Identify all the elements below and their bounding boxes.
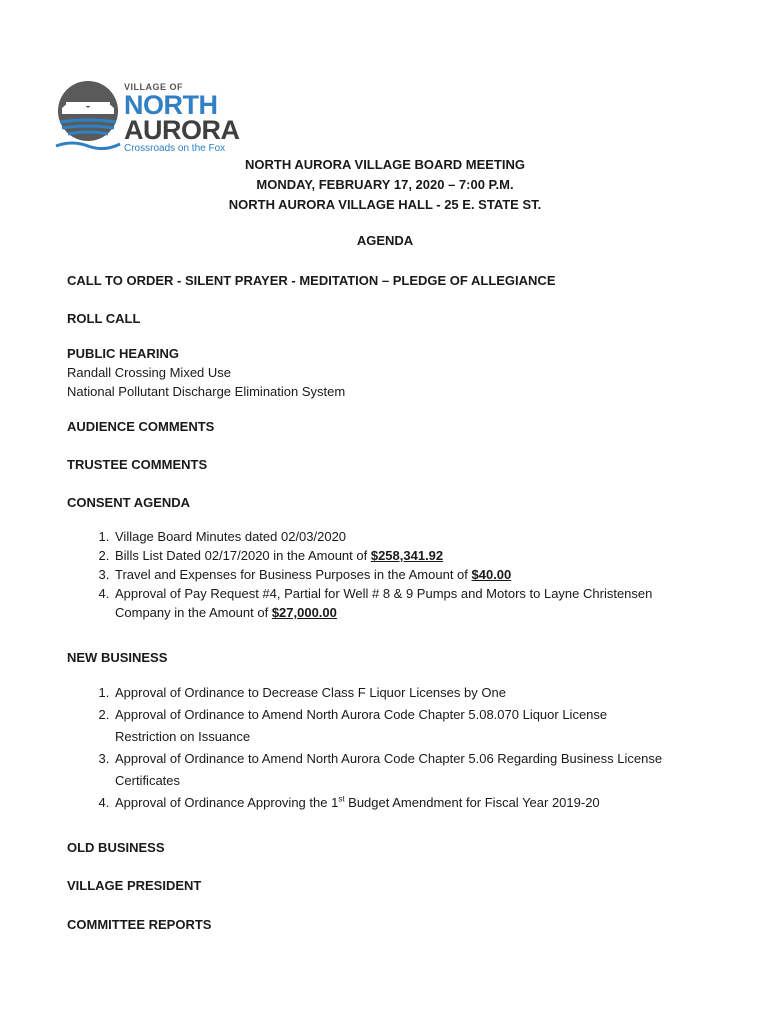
list-item xyxy=(113,748,687,792)
call-to-order: CALL TO ORDER - SILENT PRAYER - MEDITATION – PLEDGE OF ALLEGIANCE xyxy=(67,273,556,288)
list-item xyxy=(113,584,687,622)
list-item xyxy=(113,792,687,814)
item-amount: $40.00 xyxy=(471,567,512,582)
meeting-header xyxy=(0,155,770,215)
audience-comments: AUDIENCE COMMENTS xyxy=(67,419,215,434)
logo-tagline: Crossroads on the Fox xyxy=(124,143,226,154)
item-text: Approval of Ordinance Approving the 1 xyxy=(115,795,339,810)
list-item xyxy=(113,527,687,546)
consent-agenda-section xyxy=(67,493,687,622)
village-president: VILLAGE PRESIDENT xyxy=(67,878,202,893)
consent-agenda-list xyxy=(67,527,687,622)
item-text: Bills List Dated 02/17/2020 in the Amount of xyxy=(115,548,371,563)
list-item xyxy=(113,704,687,748)
item-text: Travel and Expenses for Business Purposes in the Amount of xyxy=(115,567,472,582)
header-line-1: NORTH AURORA VILLAGE BOARD MEETING xyxy=(245,157,525,172)
trustee-comments: TRUSTEE COMMENTS xyxy=(67,457,208,472)
item-text: Budget Amendment for Fiscal Year 2019-20 xyxy=(344,795,600,810)
header-line-2: MONDAY, FEBRUARY 17, 2020 – 7:00 P.M. xyxy=(256,177,514,192)
header-line-3: NORTH AURORA VILLAGE HALL - 25 E. STATE ST. xyxy=(228,197,542,212)
roll-call: ROLL CALL xyxy=(67,311,141,326)
consent-agenda-title: CONSENT AGENDA xyxy=(67,495,191,510)
item-text: Approval of Pay Request #4, Partial for Well # 8 & 9 Pumps and Motors to Layne Christensen Company in the Amount of xyxy=(115,586,653,620)
new-business-title: NEW BUSINESS xyxy=(67,650,168,665)
logo-aurora: AURORA xyxy=(124,115,240,145)
item-text: Approval of Ordinance to Amend North Aurora Code Chapter 5.08.070 Liquor License Restriction on Issuance xyxy=(115,707,608,744)
item-text: Approval of Ordinance to Amend North Aurora Code Chapter 5.06 Regarding Business License Certificates xyxy=(115,751,663,788)
committee-reports: COMMITTEE REPORTS xyxy=(67,917,212,932)
public-hearing-line: National Pollutant Discharge Elimination System xyxy=(67,384,346,399)
list-item xyxy=(113,682,687,704)
item-amount: $258,341.92 xyxy=(370,548,444,563)
public-hearing-title: PUBLIC HEARING xyxy=(67,346,179,361)
logo-north: NORTH xyxy=(124,90,218,120)
item-amount: $27,000.00 xyxy=(271,605,337,620)
item-text: Approval of Ordinance to Decrease Class F Liquor Licenses by One xyxy=(115,685,506,700)
item-superscript: st xyxy=(338,794,345,804)
list-item xyxy=(113,546,687,565)
bridge-logo-icon xyxy=(52,78,124,154)
public-hearing-line: Randall Crossing Mixed Use xyxy=(67,365,232,380)
village-logo xyxy=(52,78,242,158)
logo-village-of: VILLAGE OF xyxy=(124,82,183,92)
public-hearing-section xyxy=(67,344,345,401)
item-text: Village Board Minutes dated 02/03/2020 xyxy=(115,529,347,544)
list-item xyxy=(113,565,687,584)
agenda-title: AGENDA xyxy=(356,233,414,248)
old-business: OLD BUSINESS xyxy=(67,840,165,855)
new-business-list xyxy=(67,682,687,814)
new-business-section xyxy=(67,648,687,814)
